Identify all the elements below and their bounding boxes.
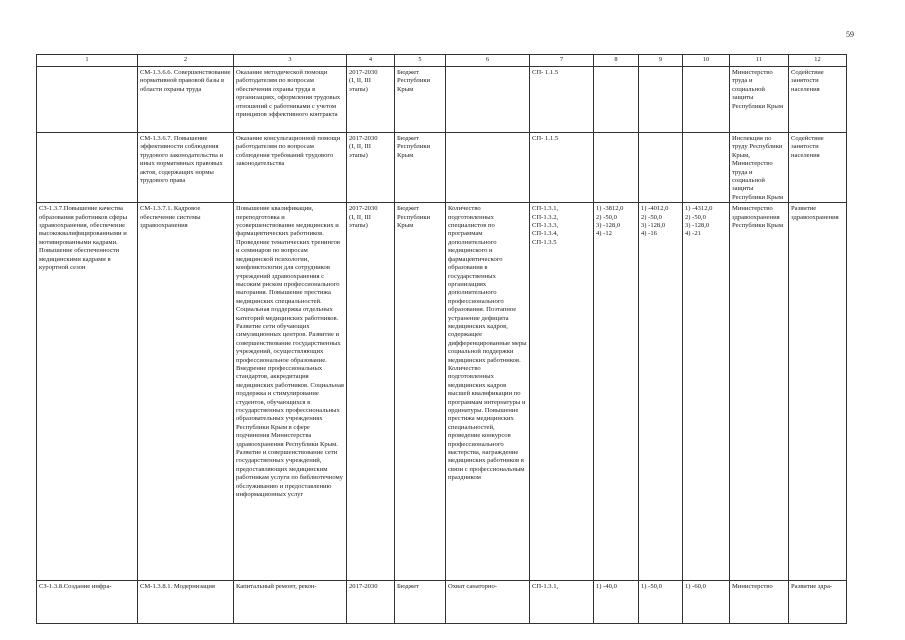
cell-measure: СМ-1.3.7.1. Кадровое обеспечение системы здравоохранения [138, 203, 234, 581]
cell-state-program: Развитие здравоохранения [789, 203, 847, 581]
col-header-11: 11 [730, 55, 789, 67]
cell-value-9 [639, 133, 683, 203]
cell-programs: СП-1.3.1, СП-1.3.2, СП-1.3.3, СП-1.3.4, СП-1.3.5 [530, 203, 594, 581]
cell-value-9: 1) -50,0 [639, 581, 683, 624]
col-header-7: 7 [530, 55, 594, 67]
cell-value-10 [683, 133, 730, 203]
col-header-8: 8 [594, 55, 639, 67]
col-header-5: 5 [395, 55, 446, 67]
col-header-1: 1 [37, 55, 138, 67]
cell-period: 2017-2030 (I, II, III этапы) [347, 203, 395, 581]
cell-objective: СЗ-1.3.8.Создание инфра- [37, 581, 138, 624]
page-number: 59 [846, 30, 854, 39]
cell-state-program: Развитие здра- [789, 581, 847, 624]
col-header-6: 6 [446, 55, 530, 67]
cell-state-program: Содействие занятости населения [789, 133, 847, 203]
cell-responsible: Министерство здравоохранения Республики Крым [730, 203, 789, 581]
cell-programs: СП- 1.1.5 [530, 67, 594, 133]
column-number-row [37, 55, 847, 67]
cell-indicators [446, 133, 530, 203]
cell-funding: Бюджет Республики Крым [395, 133, 446, 203]
cell-objective: СЗ-1.3.7.Повышение качества образования работников сферы здравоохранения, обеспечение высококвалифицированными и мотивированными кадрами. Повышение обеспеченности медицинскими кадрами в курортной сезон [37, 203, 138, 581]
cell-value-8 [594, 133, 639, 203]
col-header-4: 4 [347, 55, 395, 67]
table-row [37, 67, 847, 133]
cell-measure: СМ-1.3.8.1. Модернизация [138, 581, 234, 624]
cell-activities: Оказание консультационной помощи работодателям по вопросам соблюдения требований трудового законодательства [234, 133, 347, 203]
cell-activities: Повышение квалификации, переподготовка и усовершенствование медицинских и фармацевтических работников. Проведение тематических тренингов и семинаров по вопросам медицинской психологии, конфликтологии для сотрудников учреждений здравоохранения с высоким риском профессионального выгорания. Повышение престижа медицинских специальностей. Социальная поддержка отдельных категорий медицинских работников. Развитие сети обучающих симуляционных центров. Развитие и совершенствование государственных учреждений, осуществляющих профессиональное образование. Внедрение профессиональных стандартов, аккредитация медицинских работников. Социальная поддержка и стимулирование студентов, обучающихся в государственных профессиональных образовательных учреждениях Республики Крым в сфере подчинения Министерства здравоохранения Республики Крым. Развитие и совершенствование сети государственных учреждений, предоставляющих медицинским работникам услуги по библиотечному обслуживанию и предоставлению информационных услуг [234, 203, 347, 581]
cell-indicators: Охват санаторно- [446, 581, 530, 624]
cell-measure: СМ-1.3.6.6. Совершенствование нормативной правовой базы в области охраны труда [138, 67, 234, 133]
cell-responsible: Министерство труда и социальной защиты Республики Крым [730, 67, 789, 133]
cell-period: 2017-2030 [347, 581, 395, 624]
cell-responsible: Министерство [730, 581, 789, 624]
col-header-12: 12 [789, 55, 847, 67]
cell-value-8: 1) -40,0 [594, 581, 639, 624]
cell-indicators [446, 67, 530, 133]
cell-measure: СМ-1.3.6.7. Повышение эффективности соблюдения трудового законодательства и иных нормативных правовых актов, содержащих нормы трудового права [138, 133, 234, 203]
table-row [37, 133, 847, 203]
cell-value-10: 1) -60,0 [683, 581, 730, 624]
cell-period: 2017-2030 (I, II, III этапы) [347, 67, 395, 133]
cell-activities: Капитальный ремонт, рекон- [234, 581, 347, 624]
cell-state-program: Содействие занятости населения [789, 67, 847, 133]
cell-responsible: Инспекция по труду Республики Крым, Министерство труда и социальной защиты Республики Крым [730, 133, 789, 203]
cell-objective [37, 67, 138, 133]
cell-value-8 [594, 67, 639, 133]
cell-programs: СП-1.3.1, [530, 581, 594, 624]
cell-activities: Оказание методической помощи работодателям по вопросам обеспечения охраны труда в организациях, оформления трудовых отношений с работниками с учетом принципов эффективного контракта [234, 67, 347, 133]
cell-value-9: 1) -4012,0 2) -50,0 3) -128,0 4) -16 [639, 203, 683, 581]
table-row [37, 581, 847, 624]
strategy-table [36, 54, 847, 624]
cell-period: 2017-2030 (I, II, III этапы) [347, 133, 395, 203]
cell-value-10: 1) -4312,0 2) -50,0 3) -128,0 4) -21 [683, 203, 730, 581]
cell-value-10 [683, 67, 730, 133]
col-header-10: 10 [683, 55, 730, 67]
col-header-9: 9 [639, 55, 683, 67]
cell-indicators: Количество подготовленных специалистов по программам дополнительного медицинского и фармацевтического образования в государственных организациях дополнительного профессионального образования. Поэтапное устранение дефицита медицинских кадров, содержащее дифференцированные меры социальной поддержки медицинских работников. Количество подготовленных медицинских кадров высшей квалификации по программам интернатуры и ординатуры. Повышение престижа медицинских специальностей, проведение конкурсов профессионального мастерства, награждение медицинских работников в связи с профессиональным праздником [446, 203, 530, 581]
cell-objective [37, 133, 138, 203]
col-header-2: 2 [138, 55, 234, 67]
col-header-3: 3 [234, 55, 347, 67]
table-row [37, 203, 847, 581]
cell-funding: Бюджет Республики Крым [395, 203, 446, 581]
cell-funding: Бюджет [395, 581, 446, 624]
cell-value-9 [639, 67, 683, 133]
cell-programs: СП- 1.1.5 [530, 133, 594, 203]
cell-value-8: 1) -3812,0 2) -50,0 3) -128,0 4) -12 [594, 203, 639, 581]
cell-funding: Бюджет Республики Крым [395, 67, 446, 133]
